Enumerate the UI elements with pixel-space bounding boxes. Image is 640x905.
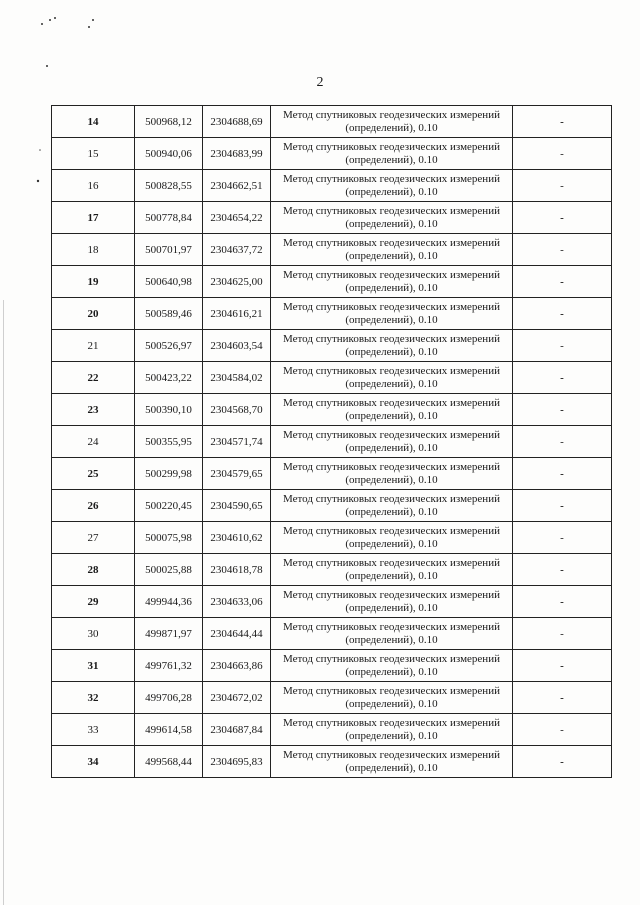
y-coordinate-cell: 2304683,99 [203,138,271,170]
dash-cell [513,394,612,426]
point-number-cell: 34 [52,746,135,778]
dash-cell [513,586,612,618]
table-row [52,682,612,714]
y-coordinate-cell: 2304616,21 [203,298,271,330]
point-number-cell: 29 [52,586,135,618]
table-row [52,490,612,522]
table-row [52,170,612,202]
method-cell [271,298,513,330]
method-line: Метод спутниковых геодезических измерений [283,396,500,409]
x-coordinate-cell: 499944,36 [135,586,203,618]
x-coordinate-cell: 500423,22 [135,362,203,394]
method-accuracy-line: (определений), 0.10 [345,537,438,550]
method-accuracy-line: (определений), 0.10 [345,697,438,710]
method-cell [271,618,513,650]
dash-cell [513,682,612,714]
method-line: Метод спутниковых геодезических измерений [283,620,500,633]
x-coordinate-cell: 500940,06 [135,138,203,170]
method-cell [271,138,513,170]
point-number-cell: 25 [52,458,135,490]
method-line: Метод спутниковых геодезических измерений [283,300,500,313]
x-coordinate-cell: 499706,28 [135,682,203,714]
method-cell [271,362,513,394]
method-line: Метод спутниковых геодезических измерений [283,556,500,569]
method-cell [271,746,513,778]
dash-cell [513,234,612,266]
dash-mark: - [560,403,564,416]
y-coordinate-cell: 2304610,62 [203,522,271,554]
method-cell [271,202,513,234]
x-coordinate-cell: 499568,44 [135,746,203,778]
point-number-cell: 22 [52,362,135,394]
method-cell [271,714,513,746]
y-coordinate-cell: 2304672,02 [203,682,271,714]
point-number-cell: 17 [52,202,135,234]
point-number-cell: 20 [52,298,135,330]
point-number-cell: 33 [52,714,135,746]
point-number-cell: 19 [52,266,135,298]
method-cell [271,394,513,426]
method-line: Метод спутниковых геодезических измерений [283,236,500,249]
dash-cell [513,714,612,746]
dash-mark: - [560,211,564,224]
method-line: Метод спутниковых геодезических измерений [283,652,500,665]
x-coordinate-cell: 500390,10 [135,394,203,426]
method-line: Метод спутниковых геодезических измерений [283,428,500,441]
method-accuracy-line: (определений), 0.10 [345,761,438,774]
method-accuracy-line: (определений), 0.10 [345,185,438,198]
y-coordinate-cell: 2304571,74 [203,426,271,458]
method-accuracy-line: (определений), 0.10 [345,313,438,326]
method-cell [271,650,513,682]
coordinates-table [51,105,612,778]
table-row [52,714,612,746]
method-line: Метод спутниковых геодезических измерений [283,684,500,697]
dash-mark: - [560,243,564,256]
method-line: Метод спутниковых геодезических измерений [283,364,500,377]
table-row [52,554,612,586]
point-number-cell: 16 [52,170,135,202]
table-row [52,650,612,682]
x-coordinate-cell: 499614,58 [135,714,203,746]
method-line: Метод спутниковых геодезических измерений [283,716,500,729]
method-accuracy-line: (определений), 0.10 [345,217,438,230]
y-coordinate-cell: 2304688,69 [203,106,271,138]
x-coordinate-cell: 500220,45 [135,490,203,522]
method-cell [271,234,513,266]
y-coordinate-cell: 2304663,86 [203,650,271,682]
x-coordinate-cell: 500778,84 [135,202,203,234]
x-coordinate-cell: 500025,88 [135,554,203,586]
table-row [52,746,612,778]
method-line: Метод спутниковых геодезических измерений [283,492,500,505]
method-cell [271,170,513,202]
method-accuracy-line: (определений), 0.10 [345,121,438,134]
table-row [52,266,612,298]
table-row [52,426,612,458]
point-number-cell: 18 [52,234,135,266]
dash-cell [513,106,612,138]
point-number-cell: 31 [52,650,135,682]
method-line: Метод спутниковых геодезических измерений [283,524,500,537]
dash-mark: - [560,147,564,160]
method-accuracy-line: (определений), 0.10 [345,153,438,166]
y-coordinate-cell: 2304637,72 [203,234,271,266]
x-coordinate-cell: 500299,98 [135,458,203,490]
dash-mark: - [560,115,564,128]
table-row [52,106,612,138]
dash-cell [513,554,612,586]
dash-mark: - [560,499,564,512]
y-coordinate-cell: 2304625,00 [203,266,271,298]
method-cell [271,586,513,618]
dash-mark: - [560,563,564,576]
y-coordinate-cell: 2304618,78 [203,554,271,586]
dash-mark: - [560,371,564,384]
table-row [52,298,612,330]
method-line: Метод спутниковых геодезических измерений [283,140,500,153]
point-number-cell: 32 [52,682,135,714]
method-accuracy-line: (определений), 0.10 [345,473,438,486]
x-coordinate-cell: 500526,97 [135,330,203,362]
dash-cell [513,458,612,490]
table-row [52,394,612,426]
method-accuracy-line: (определений), 0.10 [345,729,438,742]
dash-cell [513,266,612,298]
dash-cell [513,330,612,362]
table-row [52,362,612,394]
x-coordinate-cell: 500589,46 [135,298,203,330]
dash-cell [513,490,612,522]
point-number-cell: 27 [52,522,135,554]
y-coordinate-cell: 2304695,83 [203,746,271,778]
table-row [52,234,612,266]
dash-cell [513,298,612,330]
dash-mark: - [560,179,564,192]
y-coordinate-cell: 2304687,84 [203,714,271,746]
method-cell [271,490,513,522]
scan-edge-line [3,300,4,905]
method-cell [271,266,513,298]
x-coordinate-cell: 500701,97 [135,234,203,266]
method-line: Метод спутниковых геодезических измерений [283,268,500,281]
y-coordinate-cell: 2304579,65 [203,458,271,490]
dash-mark: - [560,531,564,544]
y-coordinate-cell: 2304662,51 [203,170,271,202]
x-coordinate-cell: 499761,32 [135,650,203,682]
method-accuracy-line: (определений), 0.10 [345,249,438,262]
dash-mark: - [560,723,564,736]
method-accuracy-line: (определений), 0.10 [345,281,438,294]
dash-cell [513,618,612,650]
point-number-cell: 15 [52,138,135,170]
dash-mark: - [560,275,564,288]
method-line: Метод спутниковых геодезических измерений [283,108,500,121]
dash-cell [513,426,612,458]
table-row [52,522,612,554]
page-number: 2 [316,75,324,90]
table-row [52,330,612,362]
method-accuracy-line: (определений), 0.10 [345,665,438,678]
y-coordinate-cell: 2304584,02 [203,362,271,394]
dash-cell [513,170,612,202]
point-number-cell: 23 [52,394,135,426]
point-number-cell: 14 [52,106,135,138]
y-coordinate-cell: 2304603,54 [203,330,271,362]
x-coordinate-cell: 500968,12 [135,106,203,138]
y-coordinate-cell: 2304654,22 [203,202,271,234]
point-number-cell: 26 [52,490,135,522]
y-coordinate-cell: 2304633,06 [203,586,271,618]
x-coordinate-cell: 500828,55 [135,170,203,202]
y-coordinate-cell: 2304568,70 [203,394,271,426]
method-cell [271,426,513,458]
y-coordinate-cell: 2304590,65 [203,490,271,522]
dash-cell [513,650,612,682]
method-line: Метод спутниковых геодезических измерений [283,204,500,217]
dash-mark: - [560,595,564,608]
dash-mark: - [560,339,564,352]
method-cell [271,458,513,490]
x-coordinate-cell: 500640,98 [135,266,203,298]
dash-cell [513,362,612,394]
dash-mark: - [560,755,564,768]
dash-mark: - [560,435,564,448]
coordinates-table-body [52,106,612,778]
dash-mark: - [560,691,564,704]
method-cell [271,682,513,714]
method-accuracy-line: (определений), 0.10 [345,505,438,518]
point-number-cell: 30 [52,618,135,650]
point-number-cell: 28 [52,554,135,586]
dash-mark: - [560,307,564,320]
method-accuracy-line: (определений), 0.10 [345,377,438,390]
dash-mark: - [560,627,564,640]
method-line: Метод спутниковых геодезических измерений [283,332,500,345]
table-row [52,202,612,234]
dash-cell [513,138,612,170]
method-accuracy-line: (определений), 0.10 [345,601,438,614]
method-accuracy-line: (определений), 0.10 [345,409,438,422]
method-cell [271,522,513,554]
method-line: Метод спутниковых геодезических измерений [283,748,500,761]
method-accuracy-line: (определений), 0.10 [345,569,438,582]
method-cell [271,554,513,586]
y-coordinate-cell: 2304644,44 [203,618,271,650]
dash-cell [513,522,612,554]
dash-mark: - [560,659,564,672]
table-row [52,458,612,490]
point-number-cell: 24 [52,426,135,458]
table-row [52,618,612,650]
dash-cell [513,202,612,234]
x-coordinate-cell: 500075,98 [135,522,203,554]
dash-mark: - [560,467,564,480]
table-row [52,138,612,170]
method-cell [271,330,513,362]
point-number-cell: 21 [52,330,135,362]
method-accuracy-line: (определений), 0.10 [345,441,438,454]
x-coordinate-cell: 499871,97 [135,618,203,650]
method-line: Метод спутниковых геодезических измерений [283,172,500,185]
table-row [52,586,612,618]
method-accuracy-line: (определений), 0.10 [345,345,438,358]
method-accuracy-line: (определений), 0.10 [345,633,438,646]
x-coordinate-cell: 500355,95 [135,426,203,458]
dash-cell [513,746,612,778]
method-cell [271,106,513,138]
method-line: Метод спутниковых геодезических измерений [283,588,500,601]
method-line: Метод спутниковых геодезических измерений [283,460,500,473]
